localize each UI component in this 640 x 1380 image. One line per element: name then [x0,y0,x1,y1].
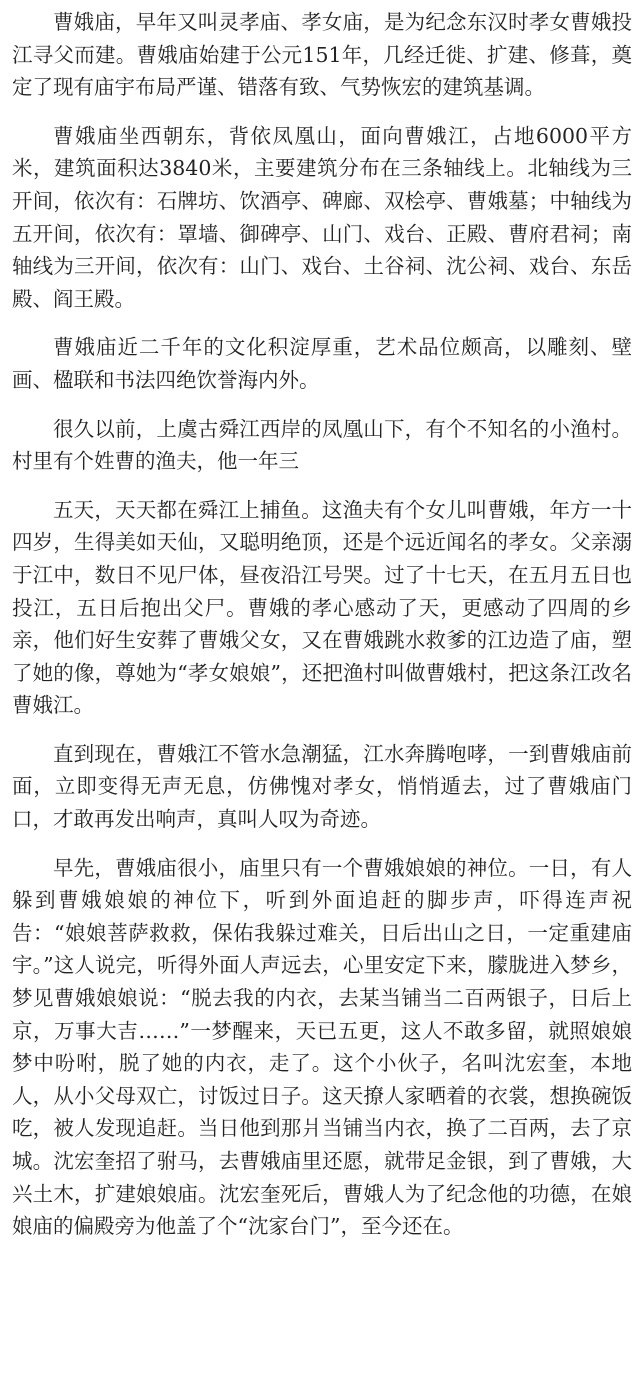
paragraph-temple-layout: 曹娥庙坐西朝东，背依凤凰山，面向曹娥江，占地6000平方米，建筑面积达3840米，主要建筑分布在三条轴线上。北轴线为三开间，依次有：石牌坊、饮酒亭、碑廊、双桧亭、曹娥墓；中轴线为五开间，依次有：罩墙、御碑亭、山门、戏台、正殿、曹府君祠；南轴线为三开间，依次有：山门、戏台、土谷祠、沈公祠、戏台、东岳殿、阎王殿。 [12,123,632,311]
paragraph-shen-family-gate: 早先，曹娥庙很小，庙里只有一个曹娥娘娘的神位。一日，有人躲到曹娥娘娘的神位下，听到外面追赶的脚步声，吓得连声祝告：“娘娘菩萨救救，保佑我躲过难关，日后出山之日，一定重建庙宇。”这人说完，听得外面人声远去，心里安定下来，朦胧进入梦乡，梦见曹娥娘娘说：“脱去我的内衣，去某当铺当二百两银子，日后上京，万事大吉……”一梦醒来，天已五更，这人不敢多留，就照娘娘梦中吩咐，脱了她的内衣，走了。这个小伙子，名叫沈宏奎，本地人，从小父母双亡，讨饭过日子。这天撩人家晒着的衣裳，想换碗饭吃，被人发现追赶。当日他到那爿当铺当内衣，换了二百两，去了京城。沈宏奎招了驸马，去曹娥庙里还愿，就带足金银，到了曹娥，大兴土木，扩建娘娘庙。沈宏奎死后，曹娥人为了纪念他的功德，在娘娘庙的偏殿旁为他盖了个“沈家台门”，至今还在。 [12,855,632,1239]
paragraph-river-miracle: 直到现在，曹娥江不管水急潮猛，江水奔腾咆哮，一到曹娥庙前面，立即变得无声无息，仿佛愧对孝女，悄悄遁去，过了曹娥庙门口，才敢再发出响声，真叫人叹为奇迹。 [12,741,632,832]
paragraph-temple-history: 曹娥庙，早年又叫灵孝庙、孝女庙，是为纪念东汉时孝女曹娥投江寻父而建。曹娥庙始建于公元151年，几经迁徙、扩建、修葺，奠定了现有庙宇布局严谨、错落有致、气势恢宏的建筑基调。 [12,10,632,100]
paragraph-legend-intro: 很久以前，上虞古舜江西岸的凤凰山下，有个不知名的小渔村。村里有个姓曹的渔夫，他一年三 [12,416,632,474]
paragraph-temple-art: 曹娥庙近二千年的文化积淀厚重，艺术品位颇高，以雕刻、壁画、楹联和书法四绝饮誉海内外。 [12,335,632,392]
paragraph-legend-cao-e: 五天，天天都在舜江上捕鱼。这渔夫有个女儿叫曹娥，年方一十四岁，生得美如天仙，又聪明绝顶，还是个远近闻名的孝女。父亲溺于江中，数日不见尸体，昼夜沿江号哭。过了十七天，在五月五日也投江，五日后抱出父尸。曹娥的孝心感动了天，更感动了四周的乡亲，他们好生安葬了曹娥父女，又在曹娥跳水救爹的江边造了庙，塑了她的像，尊她为“孝女娘娘”，还把渔村叫做曹娥村，把这条江改名曹娥江。 [12,497,632,718]
